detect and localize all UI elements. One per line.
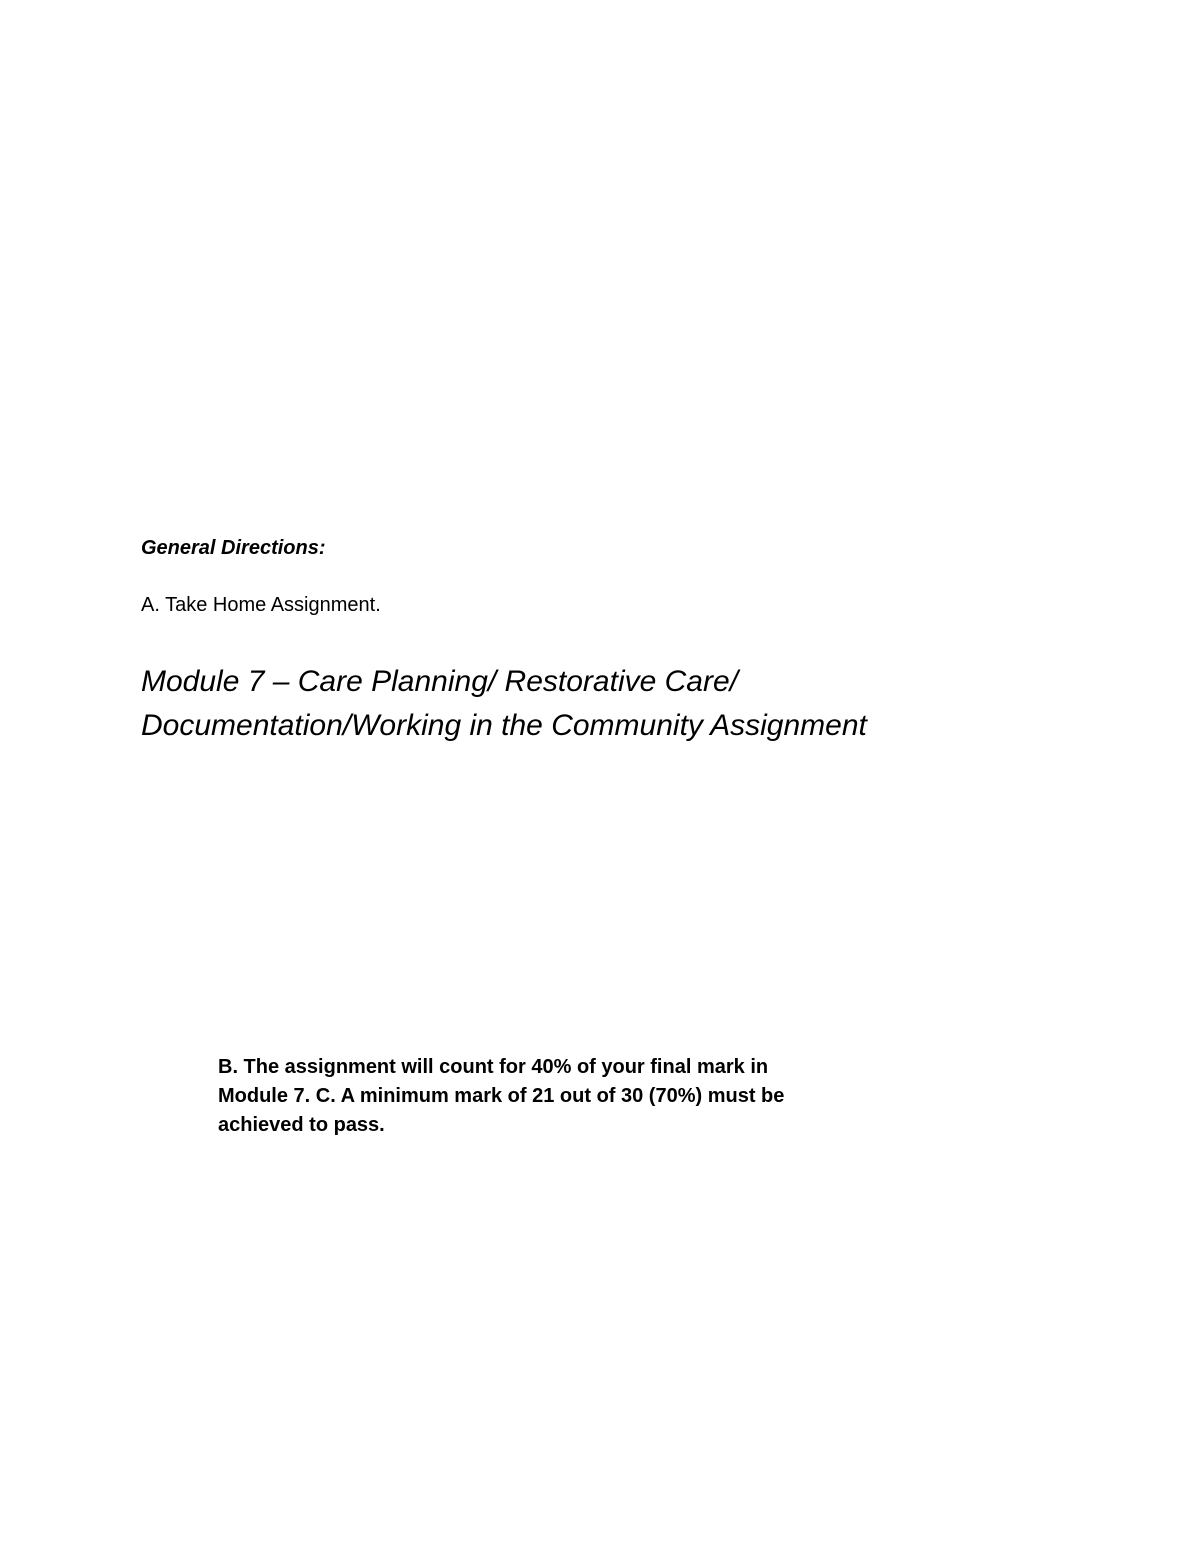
- direction-item-a: A. Take Home Assignment.: [141, 594, 381, 616]
- module-title-line-1: Module 7 – Care Planning/ Restorative Care/: [141, 665, 738, 698]
- direction-items-line-2: Module 7. C. A minimum mark of 21 out of 30 (70%) must be: [218, 1085, 785, 1107]
- module-title-line-2: Documentation/Working in the Community Assignment: [141, 709, 867, 742]
- direction-items-b-c: [218, 1053, 838, 1140]
- direction-items-line-3: achieved to pass.: [218, 1114, 385, 1136]
- direction-items-line-1: B. The assignment will count for 40% of your final mark in: [218, 1056, 769, 1078]
- module-title: [141, 660, 1101, 748]
- general-directions-label: General Directions:: [141, 537, 326, 559]
